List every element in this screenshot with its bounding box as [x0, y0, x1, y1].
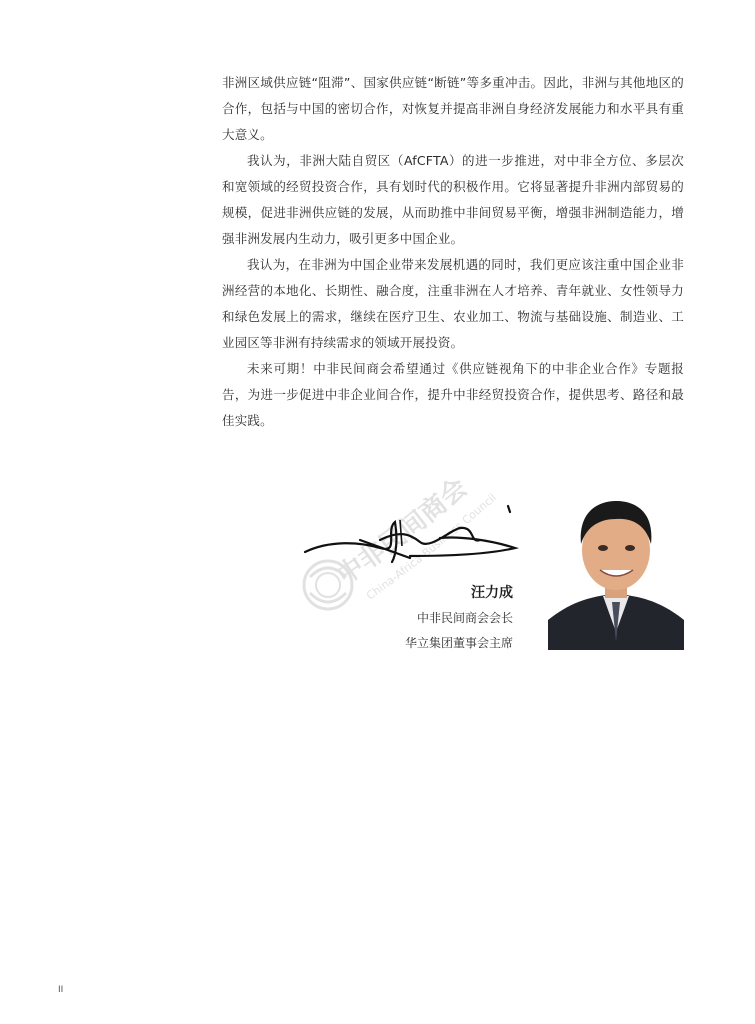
paragraph-2: 我认为，非洲大陆自贸区（AfCFTA）的进一步推进，对中非全方位、多层次和宽领域的经贸投资合作，具有划时代的积极作用。它将显著提升非洲内部贸易的规模，促进非洲供应链的发展，从而助推中非间贸易平衡，增强非洲制造能力，增强非洲发展内生动力，吸引更多中国企业。 — [222, 153, 684, 246]
paragraph-3: 我认为，在非洲为中国企业带来发展机遇的同时，我们更应该注重中国企业非洲经营的本地化、长期性、融合度，注重非洲在人才培养、青年就业、女性领导力和绿色发展上的需求，继续在医疗卫生、农业加工、物流与基础设施、制造业、工业园区等非洲有持续需求的领域开展投资。 — [222, 257, 684, 350]
signatory-title-1: 中非民间商会会长 — [416, 611, 513, 625]
signatory-portrait — [548, 492, 684, 650]
handwritten-signature — [300, 500, 530, 570]
body-text — [222, 70, 684, 434]
watermark-cn-text: 中非民间商会 — [331, 472, 474, 591]
signatory-name: 汪力成 — [471, 585, 513, 601]
paragraph-1: 非洲区域供应链“阻滞”、国家供应链“断链”等多重冲击。因此，非洲与其他地区的合作，包括与中国的密切合作，对恢复并提高非洲自身经济发展能力和水平具有重大意义。 — [222, 75, 684, 142]
watermark-en-text: China-Africa Business Council — [364, 490, 499, 603]
paragraph-4: 未来可期！中非民间商会希望通过《供应链视角下的中非企业合作》专题报告，为进一步促进中非企业间合作，提升中非经贸投资合作，提供思考、路径和最佳实践。 — [222, 361, 684, 428]
signatory-title-2: 华立集团董事会主席 — [404, 636, 513, 650]
page-number: II — [58, 985, 64, 995]
